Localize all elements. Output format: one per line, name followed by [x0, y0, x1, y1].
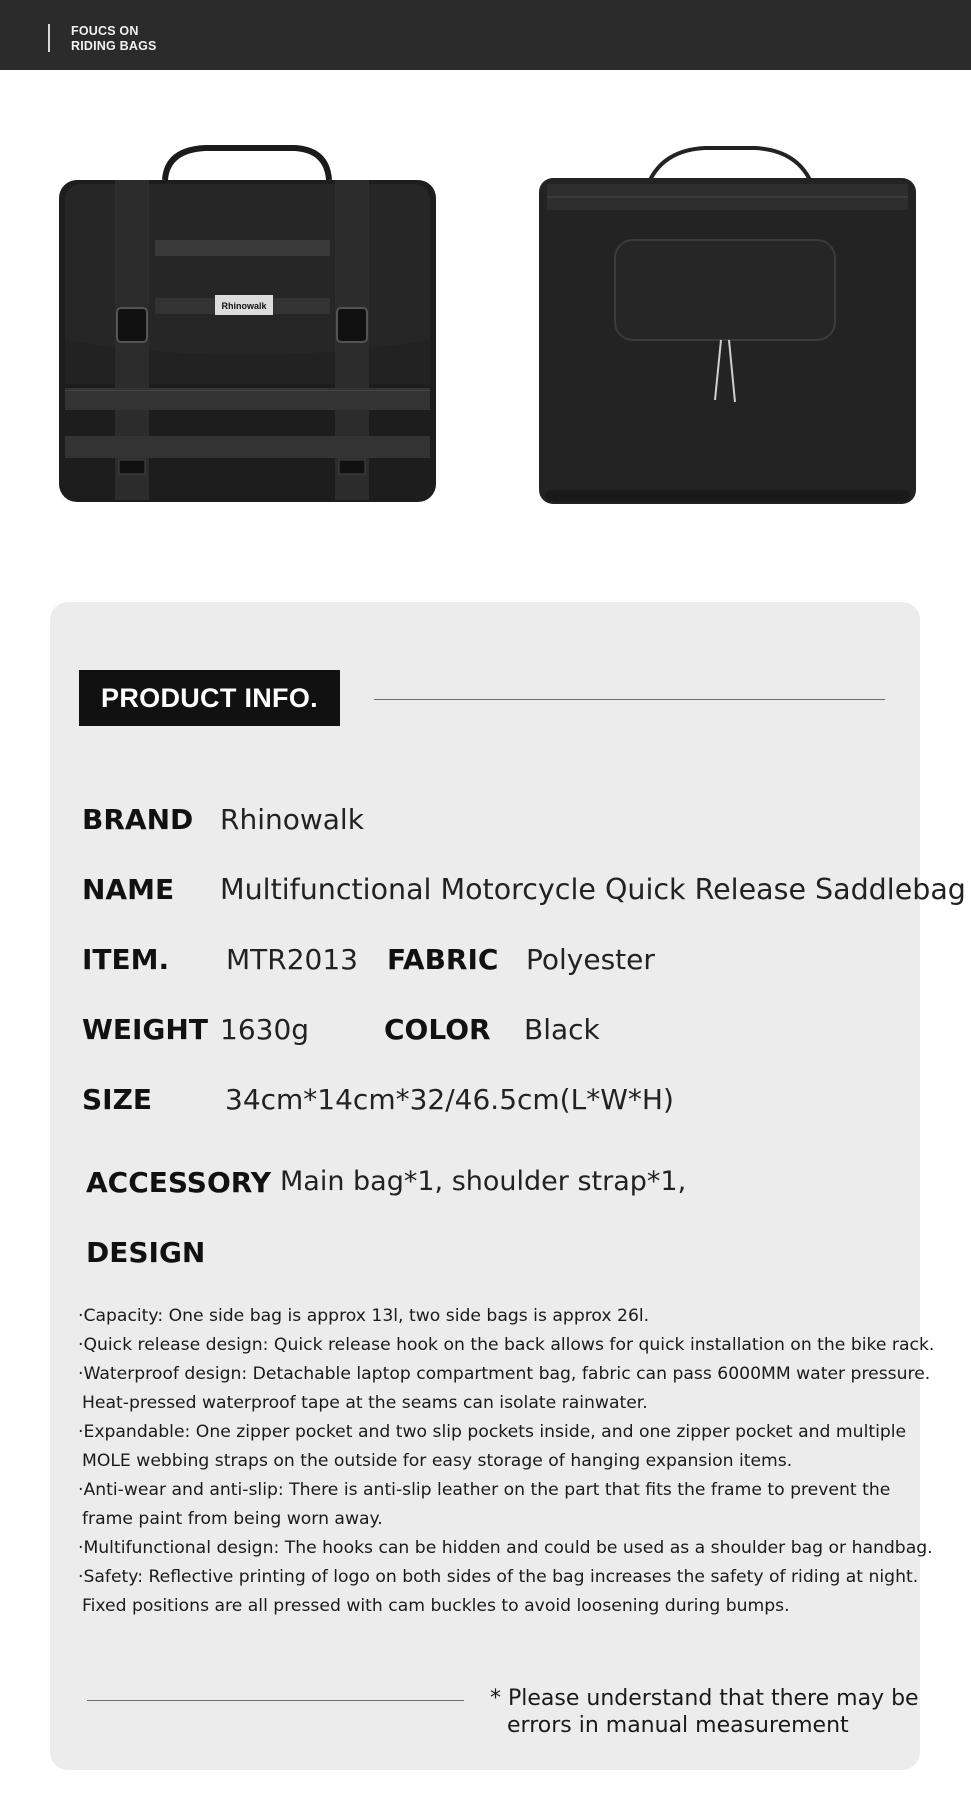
- item-label: ITEM.: [82, 943, 170, 976]
- note-divider: [87, 1700, 464, 1701]
- weight-value: 1630g: [220, 1013, 310, 1046]
- design-point-text: ·Waterproof design: Detachable laptop compartment bag, fabric can pass 6000MM water pressure.: [78, 1364, 931, 1384]
- header-bar: [0, 0, 971, 70]
- design-points-list: [78, 1302, 935, 1621]
- design-point-text: ·Anti-wear and anti-slip: There is anti-slip leather on the part that fits the frame to prevent the: [78, 1480, 891, 1500]
- design-point-continuation: Fixed positions are all pressed with cam buckles to avoid loosening during bumps.: [82, 1596, 790, 1616]
- design-point-continuation: frame paint from being worn away.: [82, 1509, 383, 1529]
- design-point: [78, 1418, 918, 1476]
- design-point-text: ·Multifunctional design: The hooks can be hidden and could be used as a shoulder bag or handbag.: [78, 1538, 933, 1558]
- design-point-text: ·Capacity: One side bag is approx 13l, two side bags is approx 26l.: [78, 1306, 650, 1326]
- design-point-continuation: Heat-pressed waterproof tape at the seams can isolate rainwater.: [82, 1393, 648, 1413]
- design-point-text: ·Safety: Reflective printing of logo on both sides of the bag increases the safety of riding at night.: [78, 1567, 919, 1587]
- accessory-value: Main bag*1, shoulder strap*1,: [280, 1166, 687, 1197]
- size-value: 34cm*14cm*32/46.5cm(L*W*H): [225, 1083, 674, 1116]
- header-tagline: [71, 24, 157, 54]
- title-divider: [374, 699, 885, 700]
- note-line2: errors in manual measurement: [507, 1713, 849, 1738]
- measurement-note: [490, 1685, 919, 1739]
- design-point: [78, 1331, 935, 1360]
- design-point: [78, 1534, 933, 1563]
- brand-value: Rhinowalk: [220, 803, 364, 836]
- design-point-text: ·Expandable: One zipper pocket and two slip pockets inside, and one zipper pocket and multiple: [78, 1422, 907, 1442]
- fabric-value: Polyester: [526, 943, 655, 976]
- note-line1: * Please understand that there may be: [490, 1686, 919, 1711]
- header-tagline-line2: RIDING BAGS: [71, 39, 157, 53]
- color-label: COLOR: [384, 1013, 491, 1046]
- design-point: [78, 1563, 918, 1621]
- color-value: Black: [524, 1013, 600, 1046]
- header-tagline-line1: FOUCS ON: [71, 24, 139, 38]
- design-point: [78, 1360, 931, 1418]
- design-label: DESIGN: [86, 1236, 206, 1269]
- name-label: NAME: [82, 873, 175, 906]
- bag-back-icon: [535, 140, 920, 510]
- product-info-title: PRODUCT INFO.: [79, 670, 340, 726]
- bag-front-icon: [55, 140, 440, 510]
- brand-label: BRAND: [82, 803, 194, 836]
- weight-label: WEIGHT: [82, 1013, 208, 1046]
- header-divider: [48, 24, 50, 52]
- accessory-label: ACCESSORY: [86, 1166, 272, 1199]
- design-point: [78, 1476, 918, 1534]
- item-value: MTR2013: [226, 943, 358, 976]
- brand-patch-text: Rhinowalk: [221, 301, 267, 311]
- name-value: Multifunctional Motorcycle Quick Release Saddlebag: [220, 873, 966, 906]
- fabric-label: FABRIC: [387, 943, 499, 976]
- size-label: SIZE: [82, 1083, 153, 1116]
- design-point-text: ·Quick release design: Quick release hook on the back allows for quick installation on the bike rack.: [78, 1335, 935, 1355]
- design-point: [78, 1302, 918, 1331]
- design-point-continuation: MOLE webbing straps on the outside for easy storage of hanging expansion items.: [82, 1451, 793, 1471]
